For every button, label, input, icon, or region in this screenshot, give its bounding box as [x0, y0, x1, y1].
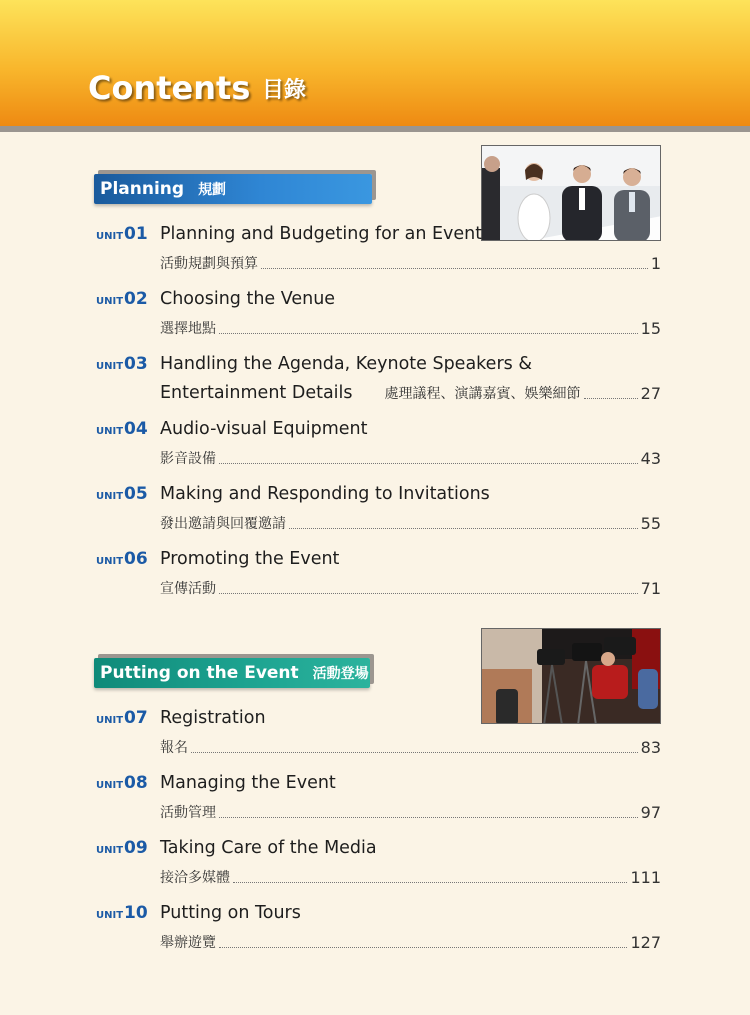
unit-subtitle-row: [160, 448, 661, 468]
unit-title-chinese: 發出邀請與回覆邀請: [160, 516, 286, 532]
unit-number: 01: [124, 224, 148, 244]
unit-number: 07: [124, 708, 148, 728]
unit-number: 09: [124, 838, 148, 858]
unit-number: 03: [124, 354, 148, 374]
unit-title: Taking Care of the Media: [160, 838, 377, 858]
unit-title-chinese: 接洽多媒體: [160, 870, 230, 886]
page-number: 111: [630, 868, 661, 887]
unit-subtitle-row: [160, 383, 661, 403]
dot-leader: [289, 528, 638, 529]
dot-leader: [219, 593, 638, 594]
dot-leader: [584, 398, 638, 399]
section-title: Putting on the Event: [100, 663, 299, 683]
page-number: 55: [640, 514, 661, 533]
unit-number: 10: [124, 903, 148, 923]
page-number: 97: [640, 803, 661, 822]
header-banner: [0, 0, 750, 126]
section-title-chinese: 活動登場: [312, 666, 369, 682]
unit-title-chinese: 選擇地點: [160, 321, 216, 337]
page-number: 15: [640, 319, 661, 338]
unit-label: UNIT: [96, 426, 124, 437]
unit-label: UNIT: [96, 715, 124, 726]
dot-leader: [233, 882, 627, 883]
unit-label: UNIT: [96, 491, 124, 502]
header-divider: [0, 126, 750, 132]
dot-leader: [191, 752, 638, 753]
unit-title: Promoting the Event: [160, 549, 340, 569]
unit-number: 06: [124, 549, 148, 569]
page-number: 83: [640, 738, 661, 757]
unit-label: UNIT: [96, 231, 124, 242]
section-banner-putting-on-event: [94, 658, 370, 688]
page-title: Contents: [88, 69, 251, 107]
unit-title-line2: Entertainment Details: [160, 383, 353, 403]
press-cameras-photo: [481, 628, 661, 724]
dot-leader: [219, 463, 638, 464]
section-banner-planning: [94, 174, 372, 204]
unit-label: UNIT: [96, 361, 124, 372]
dot-leader: [219, 817, 638, 818]
unit-title-chinese: 處理議程、演講嘉賓、娛樂細節: [384, 386, 581, 402]
dot-leader: [261, 268, 648, 269]
unit-title-chinese: 報名: [160, 740, 188, 756]
unit-title: Audio-visual Equipment: [160, 419, 368, 439]
unit-subtitle-row: [160, 578, 661, 598]
unit-label: UNIT: [96, 780, 124, 791]
unit-subtitle-row: [160, 802, 661, 822]
unit-number: 08: [124, 773, 148, 793]
unit-number: 04: [124, 419, 148, 439]
unit-number: 02: [124, 289, 148, 309]
section-title-chinese: 規劃: [198, 182, 227, 198]
unit-title: Making and Responding to Invitations: [160, 484, 490, 504]
unit-subtitle-row: [160, 932, 661, 952]
unit-label: UNIT: [96, 845, 124, 856]
unit-label: UNIT: [96, 296, 124, 307]
unit-title: Putting on Tours: [160, 903, 301, 923]
unit-subtitle-row: [160, 867, 661, 887]
unit-title: Choosing the Venue: [160, 289, 336, 309]
unit-label: UNIT: [96, 556, 124, 567]
unit-subtitle-row: [160, 318, 661, 338]
page-number: 71: [640, 579, 661, 598]
unit-title: Registration: [160, 708, 266, 728]
unit-title: Managing the Event: [160, 773, 336, 793]
unit-subtitle-row: [160, 253, 661, 273]
unit-label: UNIT: [96, 910, 124, 921]
unit-title: Handling the Agenda, Keynote Speakers &: [160, 354, 532, 374]
unit-subtitle-row: [160, 513, 661, 533]
unit-title: Planning and Budgeting for an Event: [160, 224, 483, 244]
unit-title-chinese: 舉辦遊覽: [160, 935, 216, 951]
unit-number: 05: [124, 484, 148, 504]
unit-title-chinese: 活動管理: [160, 805, 216, 821]
business-meeting-photo: [481, 145, 661, 241]
page-number: 1: [650, 254, 661, 273]
unit-title-chinese: 影音設備: [160, 451, 216, 467]
page-number: 27: [640, 384, 661, 403]
section-title: Planning: [100, 179, 185, 199]
page-number: 127: [630, 933, 661, 952]
dot-leader: [219, 333, 638, 334]
page-number: 43: [640, 449, 661, 468]
unit-title-chinese: 活動規劃與預算: [160, 256, 258, 272]
page-title-chinese: 目錄: [262, 78, 307, 103]
unit-subtitle-row: [160, 737, 661, 757]
unit-title-chinese: 宣傳活動: [160, 581, 216, 597]
dot-leader: [219, 947, 627, 948]
